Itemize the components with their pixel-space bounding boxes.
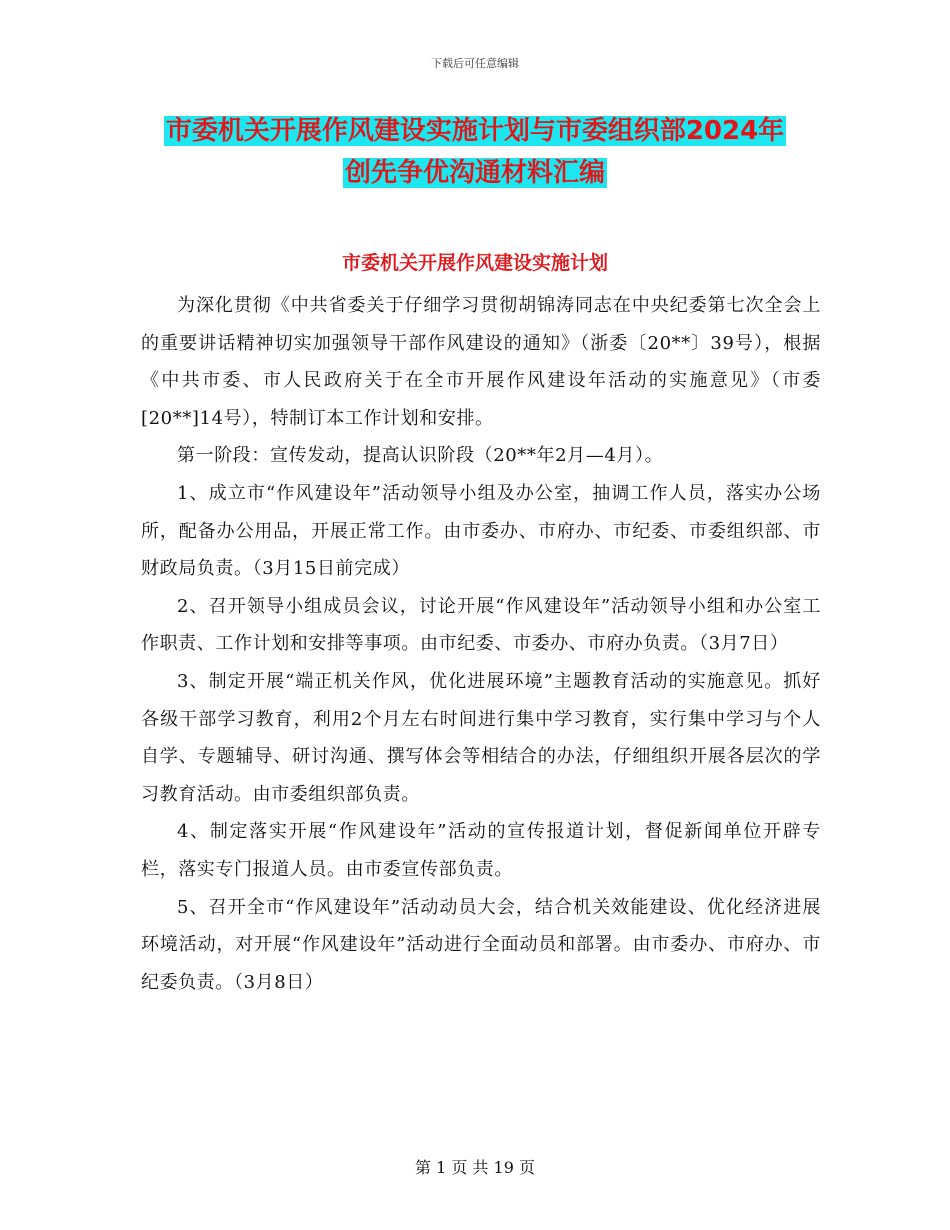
paragraph-item-2: 2、召开领导小组成员会议，讨论开展“作风建设年”活动领导小组和办公室工作职责、工作计划和安排等事项。由市纪委、市委办、市府办负责。（3月7日） <box>141 595 821 655</box>
paragraph-item-5: 5、召开全市“作风建设年”活动动员大会，结合机关效能建设、优化经济进展环境活动，对开展“作风建设年”活动进行全面动员和部署。由市委办、市府办、市纪委负责。（3月8日） <box>141 896 821 993</box>
main-title-line-1-text: 市委机关开展作风建设实施计划与市委组织部2024年 <box>165 116 785 146</box>
main-title-line-2 <box>0 156 950 190</box>
page-footer: 第 1 页 共 19 页 <box>415 1158 535 1177</box>
paragraph-item-4: 4、制定落实开展“作风建设年”活动的宣传报道计划，督促新闻单位开辟专栏，落实专门报道人员。由市委宣传部负责。 <box>141 821 821 880</box>
main-title-line-2-text: 创先争优沟通材料汇编 <box>344 158 605 188</box>
section-title: 市委机关开展作风建设实施计划 <box>341 252 608 274</box>
body-text <box>141 287 821 1001</box>
main-title-line-1 <box>0 114 950 148</box>
header-note: 下载后可任意编辑 <box>431 57 519 70</box>
paragraph-item-1: 1、成立市“作风建设年”活动领导小组及办公室，抽调工作人员，落实办公场所，配备办公用品，开展正常工作。由市委办、市府办、市纪委、市委组织部、市财政局负责。（3月15日前完成） <box>141 482 821 580</box>
paragraph-intro: 为深化贯彻《中共省委关于仔细学习贯彻胡锦涛同志在中央纪委第七次全会上的重要讲话精神切实加强领导干部作风建设的通知》（浙委〔20**〕39号），根据《中共市委、市人民政府关于在全市开展作风建设年活动的实施意见》（市委[20**]14号），特制订本工作计划和安排。 <box>141 295 821 429</box>
paragraph-item-3: 3、制定开展“端正机关作风，优化进展环境”主题教育活动的实施意见。抓好各级干部学习教育，利用2个月左右时间进行集中学习教育，实行集中学习与个人自学、专题辅导、研讨沟通、撰写体会等相结合的办法，仔细组织开展各层次的学习教育活动。由市委组织部负责。 <box>141 670 821 805</box>
paragraph-stage-one: 第一阶段：宣传发动，提高认识阶段（20**年2月—4月）。 <box>177 445 664 467</box>
